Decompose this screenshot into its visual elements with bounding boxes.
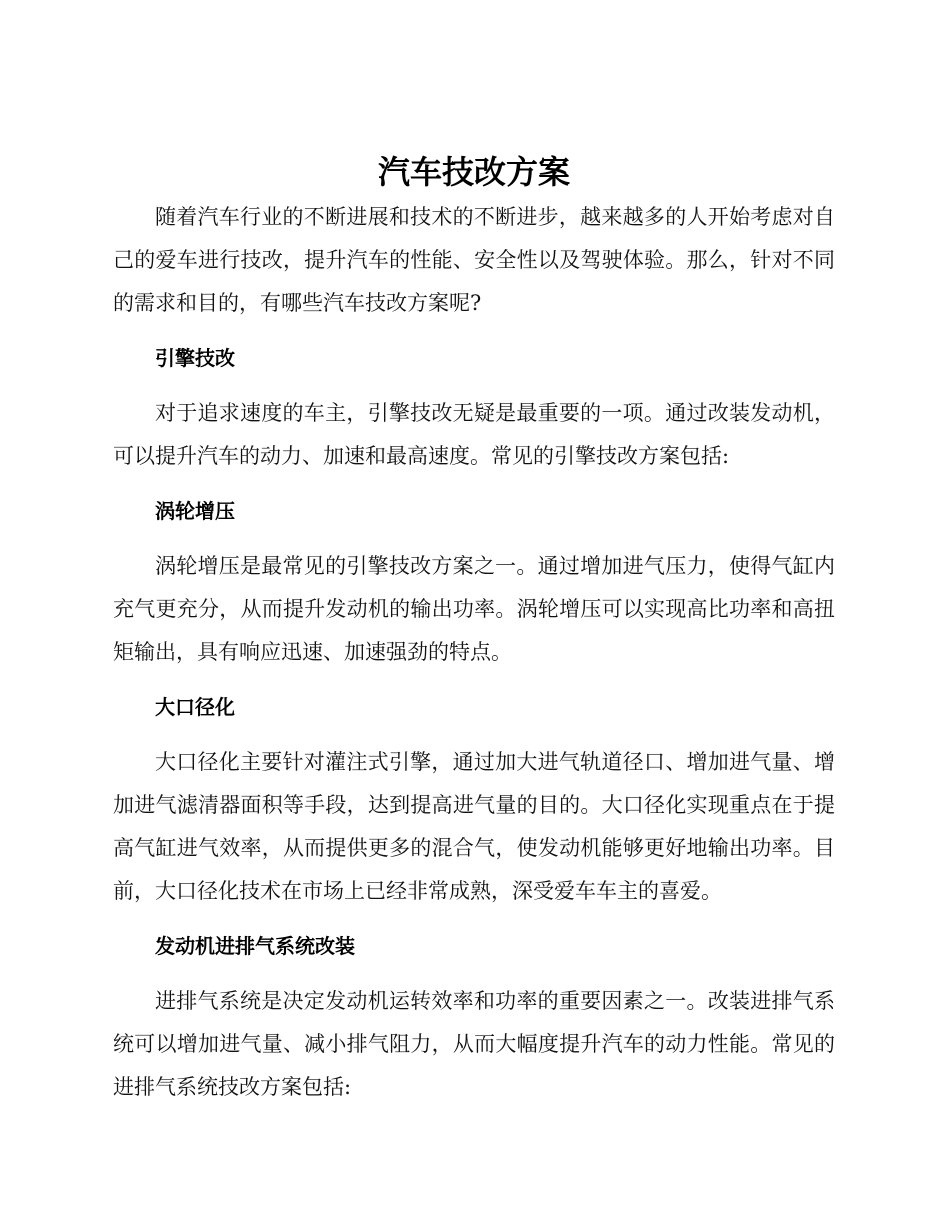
spacer <box>113 533 835 545</box>
spacer <box>113 674 835 686</box>
section-heading-intake-exhaust: 发动机进排气系统改装 <box>155 934 355 958</box>
spacer <box>113 729 835 741</box>
section-paragraph-turbo: 涡轮增压是最常见的引擎技改方案之一。通过增加进气压力，使得气缸内充气更充分，从而提升发动机的输出功率。涡轮增压可以实现高比功率和高扭矩输出，具有响应迅速、加速强劲的特点。 <box>113 554 835 664</box>
section-paragraph-intake-exhaust: 进排气系统是决定发动机运转效率和功率的重要因素之一。改装进排气系统可以增加进气量、减小排气阻力，从而大幅度提升汽车的动力性能。常见的进排气系统技改方案包括: <box>113 989 835 1099</box>
section-heading-engine: 引擎技改 <box>155 346 235 370</box>
document-title: 汽车技改方案 <box>377 153 570 191</box>
section-paragraph-large-bore: 大口径化主要针对灌注式引擎，通过加大进气轨道径口、增加进气量、增加进气滤清器面积等手段，达到提高进气量的目的。大口径化实现重点在于提高气缸进气效率，从而提供更多的混合气，使发动机能够更好地输出功率。目前，大口径化技术在市场上已经非常成熟，深受爱车车主的喜爱。 <box>113 750 835 903</box>
section-paragraph-engine: 对于追求速度的车主，引擎技改无疑是最重要的一项。通过改装发动机，可以提升汽车的动力、加速和最高速度。常见的引擎技改方案包括: <box>113 401 835 468</box>
spacer <box>113 380 835 392</box>
document-body <box>113 148 835 1109</box>
spacer <box>113 478 835 490</box>
spacer <box>113 913 835 925</box>
spacer <box>113 968 835 980</box>
section-heading-large-bore: 大口径化 <box>155 695 235 719</box>
section-heading-turbo: 涡轮增压 <box>155 499 235 523</box>
spacer <box>113 325 835 337</box>
intro-paragraph: 随着汽车行业的不断进展和技术的不断进步，越来越多的人开始考虑对自己的爱车进行技改，提升汽车的性能、安全性以及驾驶体验。那么，针对不同的需求和目的，有哪些汽车技改方案呢? <box>113 205 835 315</box>
